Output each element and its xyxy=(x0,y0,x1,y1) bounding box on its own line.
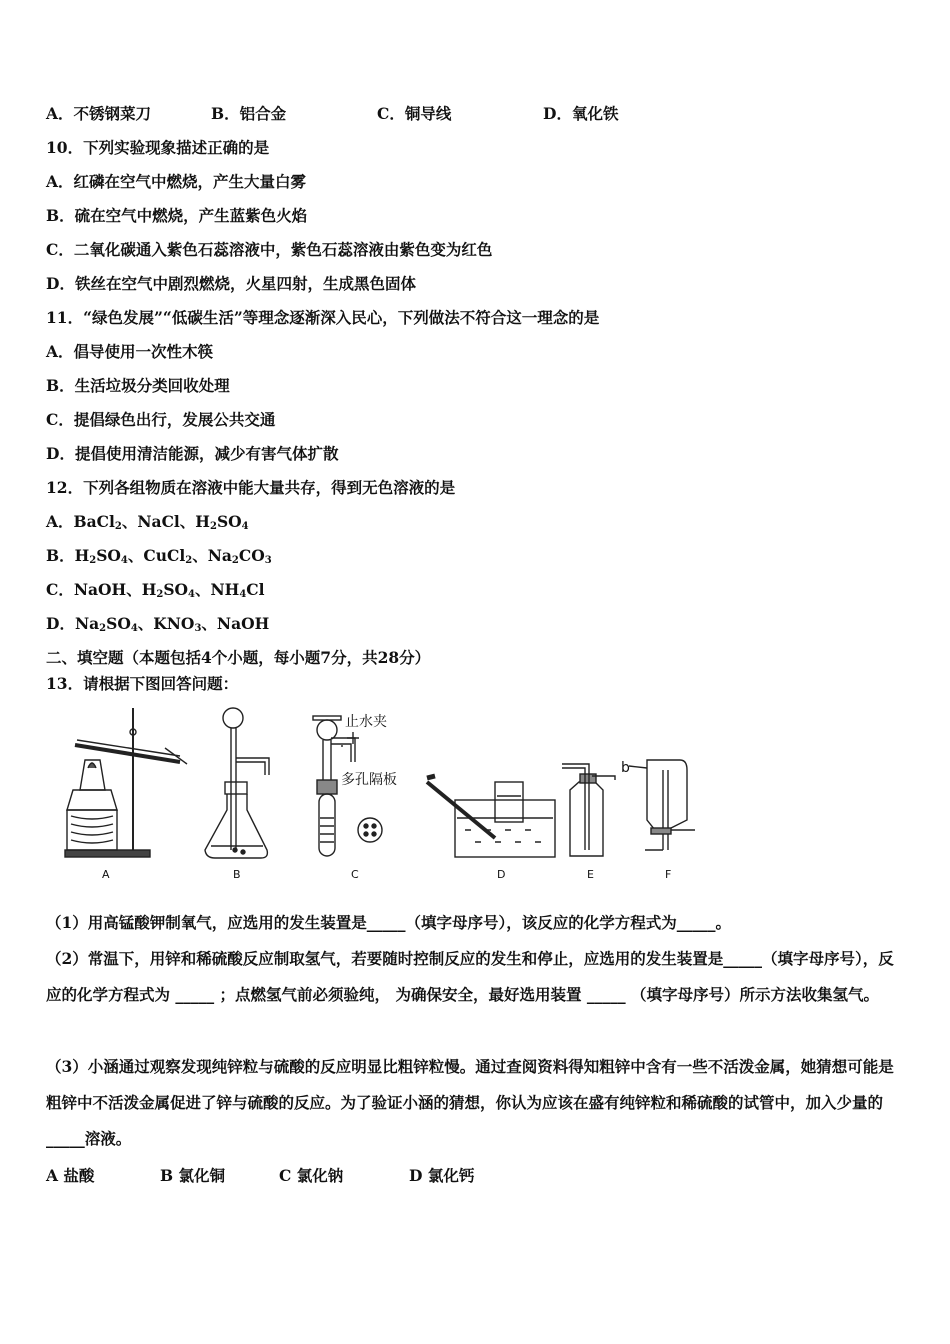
q10-option-a: A．红磷在空气中燃烧，产生大量白雾 xyxy=(46,172,307,191)
q12-option-c: C．NaOH、$H_2SO_4$、$NH_4Cl$ xyxy=(46,580,265,600)
q10-option-d: D．铁丝在空气中剧烈燃烧，火星四射，生成黑色固体 xyxy=(46,274,416,293)
label-f: F xyxy=(665,868,672,881)
q13-option-a: A 盐酸 xyxy=(46,1166,95,1185)
q13-part-2: （2）常温下，用锌和稀硫酸反应制取氢气，若要随时控制反应的发生和停止，应选用的发生装置是_____（填字母序号），反应的化学方程式为 _____ ；点燃氢气前必须验纯， 为确保安全，最好选用装置 _____ （填字母序号）所示方法收集氢气。 xyxy=(46,949,894,1004)
apparatus-figure xyxy=(55,700,715,890)
q11-option-b: B．生活垃圾分类回收处理 xyxy=(46,376,230,395)
q9-option-c: C．铜导线 xyxy=(377,104,452,123)
q13-option-d: D 氯化钙 xyxy=(409,1166,475,1185)
q10-option-c: C．二氧化碳通入紫色石蕊溶液中，紫色石蕊溶液由紫色变为红色 xyxy=(46,240,493,259)
q13-part-1: （1）用高锰酸钾制氧气，应选用的发生装置是_____（填字母序号），该反应的化学方程式为_____。 xyxy=(46,913,732,932)
apparatus-f xyxy=(629,760,695,850)
apparatus-b xyxy=(205,708,269,858)
q11-option-d: D．提倡使用清洁能源，减少有害气体扩散 xyxy=(46,444,339,463)
q9-option-b: B．铝合金 xyxy=(211,104,287,123)
q10-stem: 10．下列实验现象描述正确的是 xyxy=(46,138,270,157)
q11-option-a: A．倡导使用一次性木筷 xyxy=(46,342,214,361)
apparatus-a xyxy=(65,708,187,857)
q10-option-b: B．硫在空气中燃烧，产生蓝紫色火焰 xyxy=(46,206,308,225)
q13-part-3: （3）小涵通过观察发现纯锌粒与硫酸的反应明显比粗锌粒慢。通过查阅资料得知粗锌中含有一些不活泼金属，她猜想可能是粗锌中不活泼金属促进了锌与硫酸的反应。为了验证小涵的猜想，你认为应该在盛有纯锌粒和稀硫酸的试管中，加入少量的 _____溶液。 xyxy=(46,1057,894,1148)
q12-option-d: D．$Na_2SO_4$、$KNO_3$、NaOH xyxy=(46,614,270,634)
label-c: C xyxy=(351,868,359,881)
label-a: A xyxy=(102,868,110,881)
apparatus-d xyxy=(427,776,555,857)
b-mark: b xyxy=(621,760,630,776)
label-d: D xyxy=(497,868,506,881)
clamp-label: 止水夹 xyxy=(345,714,387,730)
q11-option-c: C．提倡绿色出行，发展公共交通 xyxy=(46,410,276,429)
q13-stem: 13．请根据下图回答问题： xyxy=(46,674,239,693)
q9-option-d: D．氧化铁 xyxy=(543,104,619,123)
q13-option-b: B 氯化铜 xyxy=(160,1166,225,1185)
q12-option-b: B．$H_2SO_4$、CuCl$_2$、$Na_2CO_3$ xyxy=(46,546,272,566)
q13-option-c: C 氯化钠 xyxy=(279,1166,344,1185)
q9-option-a: A．不锈钢菜刀 xyxy=(46,104,152,123)
q11-stem: 11．“绿色发展”“低碳生活”等理念逐渐深入民心，下列做法不符合这一理念的是 xyxy=(46,308,600,327)
label-b: B xyxy=(233,868,241,881)
section-heading: 二、填空题（本题包括4个小题，每小题7分，共28分） xyxy=(46,648,431,667)
apparatus-e xyxy=(562,764,615,856)
plate-label: 多孔隔板 xyxy=(341,772,397,788)
q12-stem: 12．下列各组物质在溶液中能大量共存，得到无色溶液的是 xyxy=(46,478,456,497)
label-e: E xyxy=(587,868,594,881)
q12-option-a: A．BaCl$_2$、NaCl、$H_2SO_4$ xyxy=(46,512,249,532)
